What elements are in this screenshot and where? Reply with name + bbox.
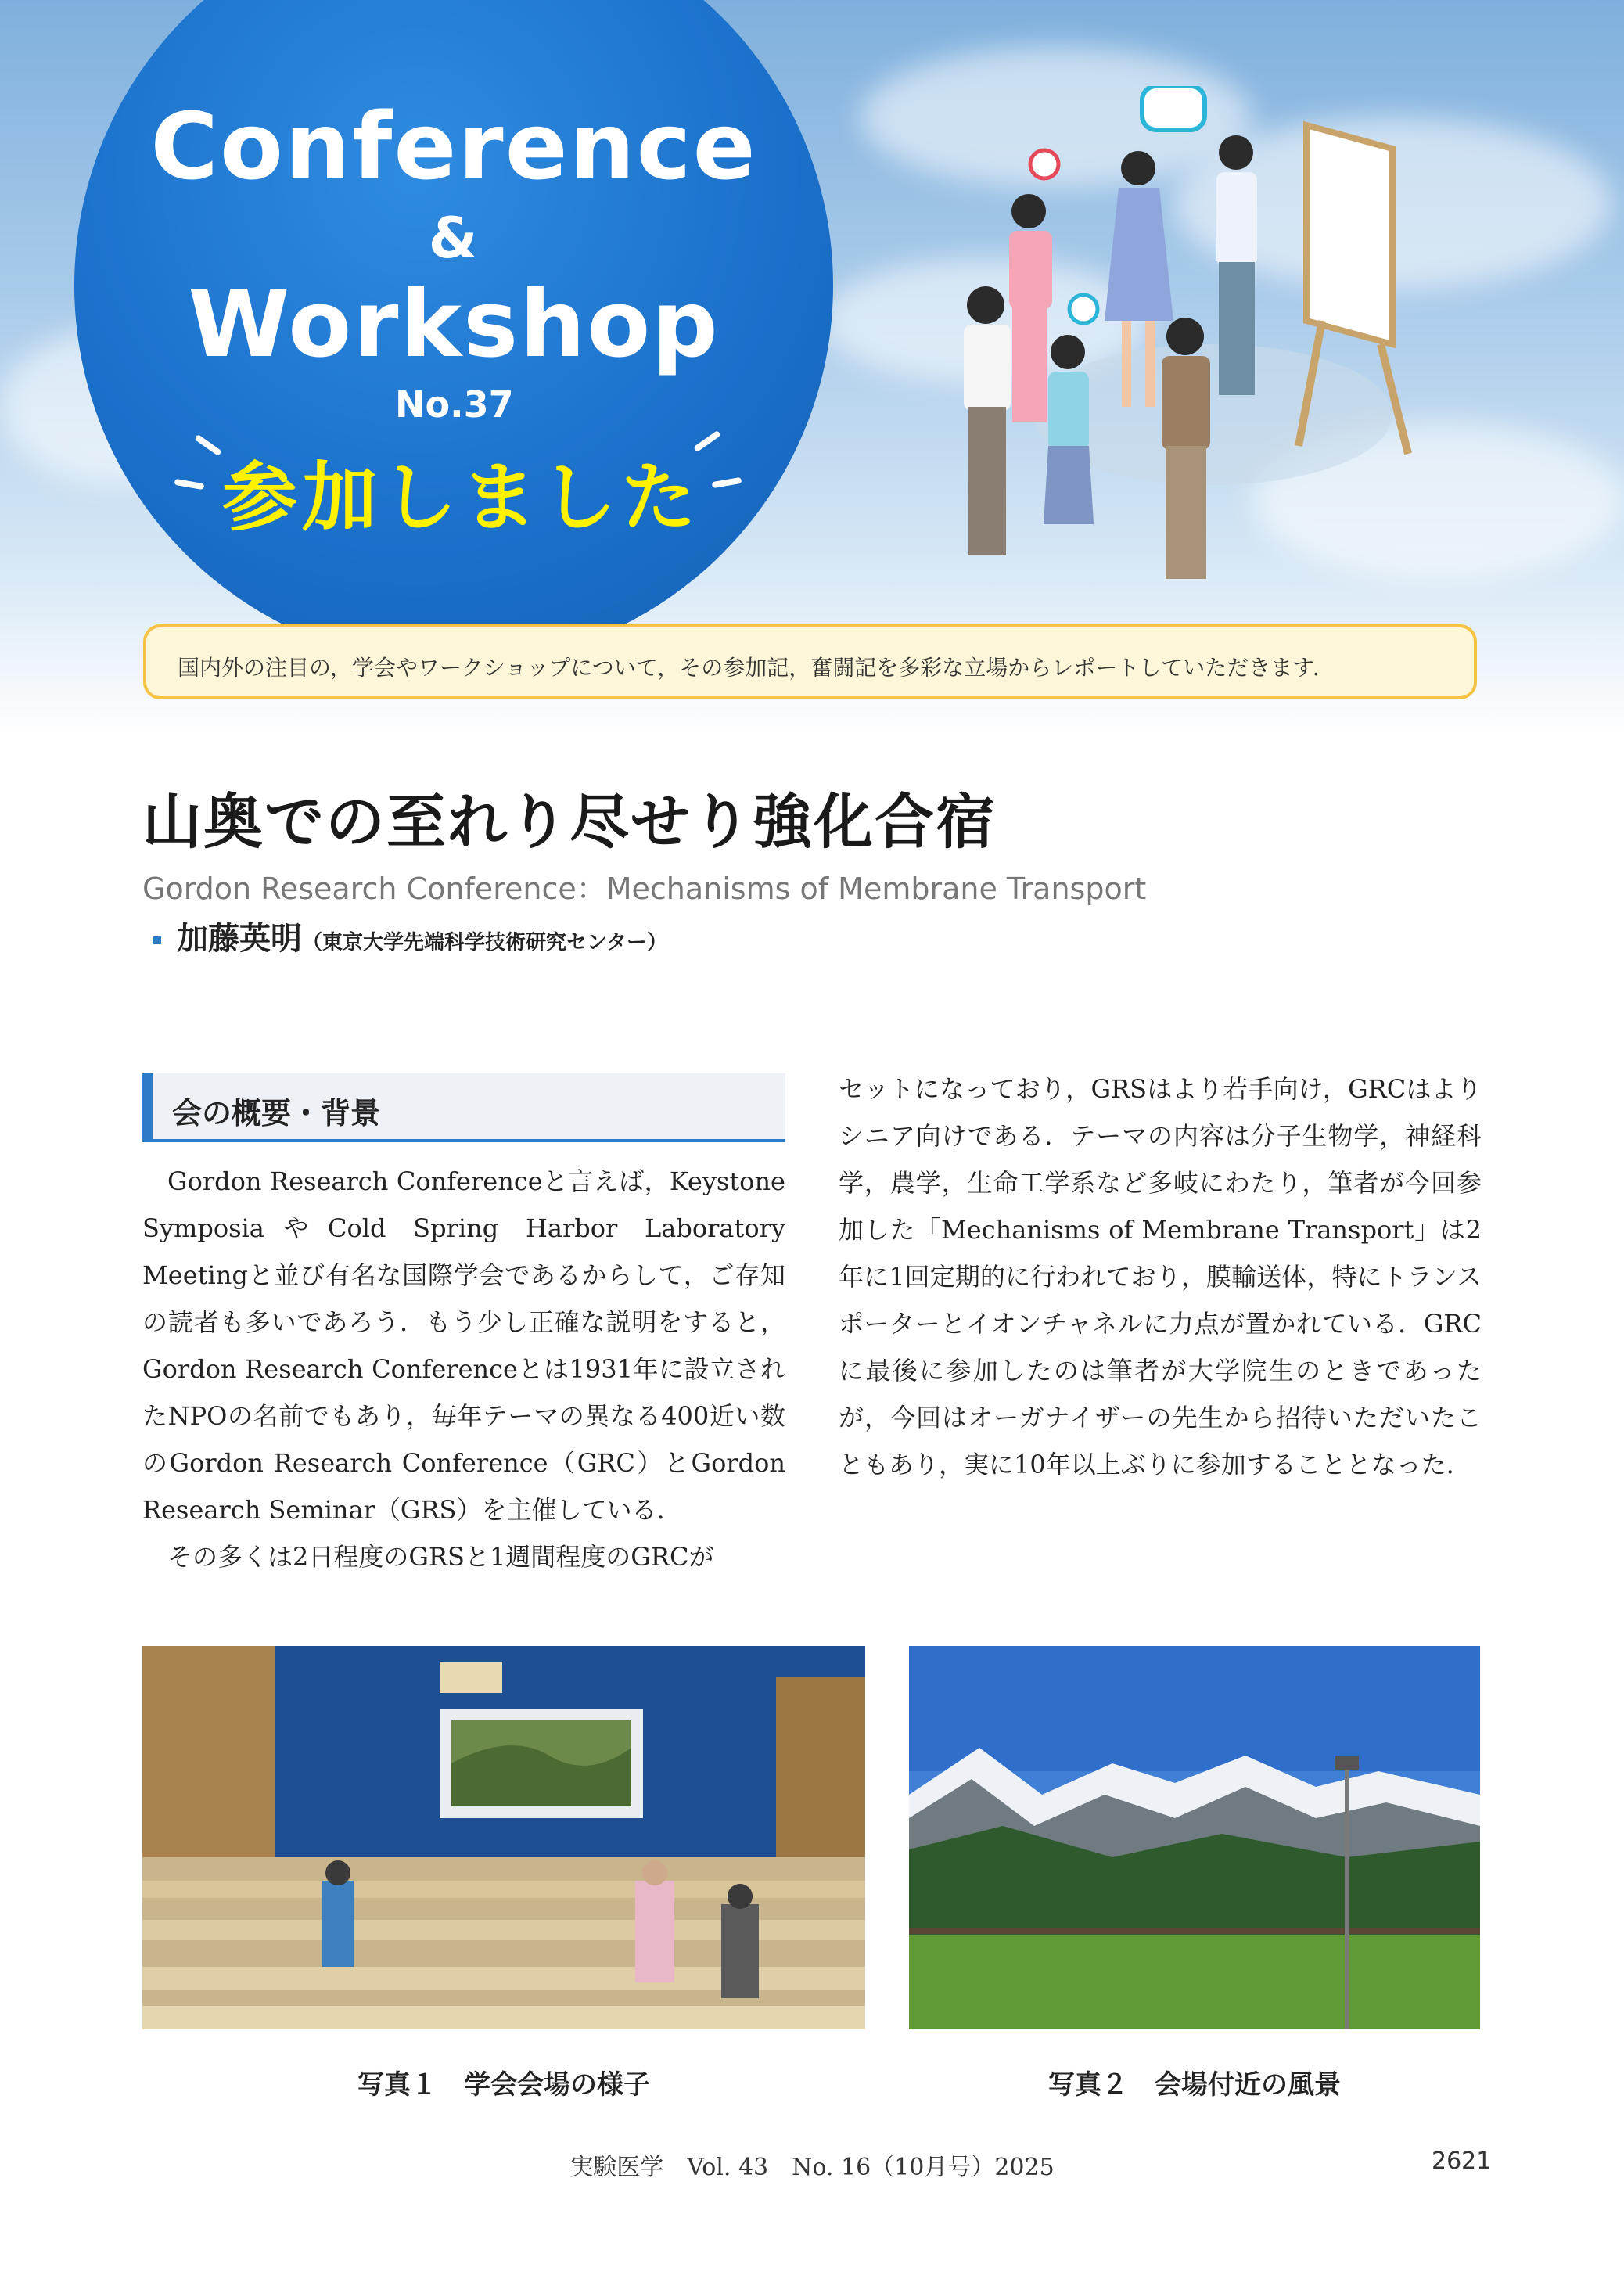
workshop-heading: Workshop bbox=[188, 270, 720, 378]
paragraph: その多くは2日程度のGRSと1週間程度のGRCが bbox=[167, 1542, 714, 1572]
section-heading: 会の概要・背景 bbox=[142, 1073, 785, 1142]
author-line bbox=[153, 914, 667, 958]
author-name: 加藤英明 bbox=[177, 921, 302, 957]
poster-session-illustration bbox=[954, 86, 1439, 587]
bullet-square-icon bbox=[153, 936, 161, 944]
paragraph: Gordon Research Conferenceと言えば，Keystone SymposiaやCold Spring Harbor Laboratory Meetingと並び有名な国際学会であるからして，ご存知の読者も多いであろう．もう少し正確な説明をすると，Gordon Research Conferenceとは1931年に設立されたNPOの名前でもあり，毎年テーマの異なる400近い数のGordon Research Conference（GRC）とGordon Research Seminar（GRS）を主催している． bbox=[142, 1166, 785, 1525]
photo-conference-hall bbox=[142, 1646, 865, 2029]
series-intro-text: 国内外の注目の，学会やワークショップについて，その参加記，奮闘記を多彩な立場からレポートしていただきます． bbox=[178, 655, 1335, 681]
issue-number: No.37 bbox=[395, 383, 514, 426]
journal-footer: 実験医学 Vol. 43 No. 16（10月号）2025 bbox=[569, 2154, 1055, 2181]
ampersand: & bbox=[428, 205, 480, 271]
conference-heading: Conference bbox=[150, 92, 757, 200]
article-title: 山奥での至れり尽せり強化合宿 bbox=[142, 787, 997, 857]
article-subtitle: Gordon Research Conference：Mechanisms of Membrane Transport bbox=[142, 872, 1147, 906]
page-number: 2621 bbox=[1432, 2147, 1492, 2175]
author-affiliation: （東京大学先端科学技術研究センター） bbox=[302, 931, 667, 954]
photo-mountain-scenery bbox=[909, 1646, 1480, 2029]
tagline: 参加しました bbox=[222, 454, 701, 541]
paragraph: セットになっており，GRSはより若手向け，GRCはよりシニア向けである．テーマの内容は分子生物学，神経科学，農学，生命工学系など多岐にわたり，筆者が今回参加した「Mechanisms of Membrane Transport」は2年に1回定期的に行われており，膜輸送体，特にトランスポーターとイオンチャネルに力点が置かれている．GRCに最後に参加したのは筆者が大学院生のときであったが，今回はオーガナイザーの先生から招待いただいたこともあり，実に10年以上ぶりに参加することとなった． bbox=[839, 1074, 1482, 1479]
left-column bbox=[142, 1158, 785, 1580]
photo2-caption: 写真２ 会場付近の風景 bbox=[1048, 2069, 1341, 2101]
photo1-caption: 写真１ 学会会場の様子 bbox=[357, 2069, 650, 2101]
right-column bbox=[839, 1066, 1482, 1488]
series-intro-box bbox=[143, 624, 1477, 699]
